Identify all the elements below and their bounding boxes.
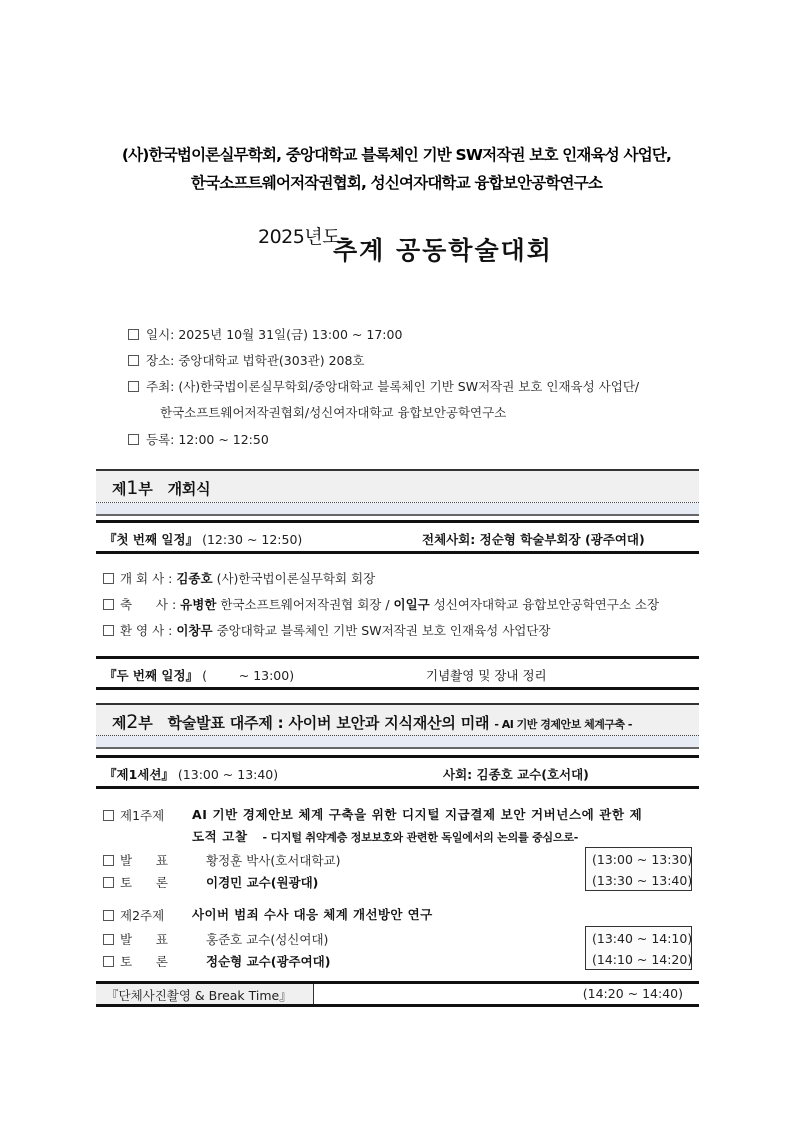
- checkbox-icon: [128, 329, 139, 340]
- part1-prefix: 제: [112, 480, 127, 498]
- info-registration-text: 등록: 12:00 ~ 12:50: [146, 432, 269, 447]
- schedule-second-label: 『두 번째 일정』: [104, 668, 199, 683]
- topic-1-label: [103, 806, 164, 824]
- topic-2-label: [103, 906, 164, 924]
- checkbox-icon: [128, 381, 139, 392]
- role-label: 축 사 :: [120, 597, 177, 612]
- schedule-first-left: [104, 530, 302, 548]
- session-1-moderator: 사회: 김종호 교수(호서대): [443, 767, 589, 782]
- part2-name: 학술발표 대주제 : 사이버 보안과 지식재산의 미래: [167, 714, 490, 732]
- info-venue: [128, 351, 365, 369]
- checkbox-icon: [103, 956, 114, 967]
- checkbox-icon: [103, 573, 114, 584]
- topic-label: 제1주제: [120, 808, 165, 823]
- topic-1-timebox: [585, 847, 692, 891]
- event-title: 추계 공동학술대회: [333, 236, 553, 265]
- speaker-name: 유병한: [180, 597, 217, 612]
- topic-1-presenter: [103, 851, 340, 869]
- discussant-name: 정순형 교수(광주여대): [206, 954, 331, 969]
- part2-suffix: 부: [138, 714, 153, 732]
- presenter-name: 황정훈 박사(호서대학교): [206, 853, 341, 868]
- checkbox-icon: [103, 910, 114, 921]
- info-host-line-2: 한국소프트웨어저작권협회/성신여자대학교 융합보안공학연구소: [160, 405, 507, 420]
- session-1-label: 『제1세션』: [104, 767, 174, 782]
- schedule-second-desc: 기념촬영 및 장내 정리: [426, 668, 547, 683]
- section-band: [96, 503, 699, 516]
- schedule-second-time: ( ~ 13:00): [202, 668, 295, 683]
- discussant-name: 이경민 교수(원광대): [206, 875, 319, 890]
- topic-2-title: 사이버 범죄 수사 대응 체계 개선방안 연구: [192, 907, 433, 922]
- checkbox-icon: [103, 625, 114, 636]
- congratulatory-address: [103, 595, 659, 613]
- topic-1-discussant-time: (13:30 ~ 13:40): [592, 873, 693, 888]
- session-1-time: (13:00 ~ 13:40): [177, 767, 279, 782]
- role-label: 환 영 사 :: [120, 623, 173, 638]
- part2-title: [112, 711, 632, 733]
- part1-name: 개회식: [167, 480, 211, 498]
- part2-number: 2: [126, 711, 139, 733]
- info-date: [128, 325, 402, 343]
- break-label: 『단체사진촬영 & Break Time』: [106, 988, 292, 1003]
- checkbox-icon: [128, 355, 139, 366]
- role-label: 개 회 사 :: [120, 571, 173, 586]
- schedule-second-left: [104, 666, 294, 684]
- speaker-desc: 중앙대학교 블록체인 기반 SW저작권 보호 인재육성 사업단장: [216, 623, 551, 638]
- welcome-address: [103, 621, 551, 639]
- topic-1-subtitle: - 디지털 취약계층 정보보호와 관련한 독일에서의 논의를 중심으로-: [262, 831, 579, 844]
- part2-subtitle: - AI 기반 경제안보 체계구축 -: [494, 718, 632, 731]
- speaker-desc-2: 성신여자대학교 융합보안공학연구소 소장: [433, 597, 660, 612]
- info-host: [128, 377, 639, 395]
- speaker-desc: 한국소프트웨어저작권협 회장 /: [220, 597, 390, 612]
- break-row: [96, 981, 699, 1007]
- role-label: 토 론: [120, 875, 168, 890]
- speaker-desc: (사)한국법이론실무학회 회장: [216, 571, 376, 586]
- section-band: [96, 736, 699, 749]
- topic-1-discussant: [103, 873, 318, 891]
- checkbox-icon: [128, 434, 139, 445]
- checkbox-icon: [103, 855, 114, 866]
- schedule-first-label: 『첫 번째 일정』: [104, 532, 199, 547]
- info-date-text: 일시: 2025년 10월 31일(금) 13:00 ~ 17:00: [146, 327, 403, 342]
- checkbox-icon: [103, 934, 114, 945]
- role-label: 발 표: [120, 932, 168, 947]
- topic-1-title-line-2: 도적 고찰: [192, 829, 248, 844]
- role-label: 발 표: [120, 853, 168, 868]
- speaker-name: 김종호: [176, 571, 213, 586]
- presenter-name: 홍준호 교수(성신여대): [206, 932, 329, 947]
- role-label: 토 론: [120, 954, 168, 969]
- organizers-line-2: 한국소프트웨어저작권협회, 성신여자대학교 융합보안공학연구소: [190, 174, 603, 192]
- speaker-name: 이창무: [176, 623, 213, 638]
- schedule-first-moderator: 전체사회: 정순형 학술부회장 (광주여대): [422, 532, 645, 547]
- topic-2-timebox: [585, 926, 692, 970]
- break-time: (14:20 ~ 14:40): [582, 986, 683, 1001]
- event-year: 2025년도: [258, 226, 341, 248]
- part1-suffix: 부: [138, 480, 153, 498]
- part1-header: [96, 469, 699, 502]
- topic-1-title: AI 기반 경제안보 체계 구축을 위한 디지털 지급결제 보안 거버넌스에 관한 제: [192, 807, 643, 822]
- part2-header: [96, 703, 699, 736]
- topic-label: 제2주제: [120, 908, 165, 923]
- opening-address: [103, 569, 375, 587]
- topic-2-discussant-time: (14:10 ~ 14:20): [592, 952, 693, 967]
- organizers-line-1: (사)한국법이론실무학회, 중앙대학교 블록체인 기반 SW저작권 보호 인재육성 사업단,: [121, 146, 672, 164]
- speaker-name-2: 이일구: [393, 597, 430, 612]
- info-registration: [128, 430, 269, 448]
- topic-2-presenter-time: (13:40 ~ 14:10): [592, 931, 693, 946]
- info-venue-text: 장소: 중앙대학교 법학관(303관) 208호: [146, 353, 365, 368]
- info-host-text: 주최: (사)한국법이론실무학회/중앙대학교 블록체인 기반 SW저작권 보호 인재육성 사업단/: [146, 379, 640, 394]
- part1-number: 1: [126, 477, 139, 499]
- topic-1-title-cont: [192, 827, 578, 845]
- session-1-left: [104, 765, 278, 783]
- session-1: [96, 755, 699, 789]
- topic-1-presenter-time: (13:00 ~ 13:30): [592, 852, 693, 867]
- checkbox-icon: [103, 877, 114, 888]
- schedule-first: [96, 520, 699, 554]
- checkbox-icon: [103, 810, 114, 821]
- topic-2-presenter: [103, 930, 328, 948]
- part1-title: [112, 477, 210, 499]
- part2-prefix: 제: [112, 714, 127, 732]
- checkbox-icon: [103, 599, 114, 610]
- topic-2-discussant: [103, 952, 330, 970]
- schedule-second: [96, 656, 699, 690]
- schedule-first-time: (12:30 ~ 12:50): [202, 532, 303, 547]
- break-label-cell: [96, 984, 314, 1004]
